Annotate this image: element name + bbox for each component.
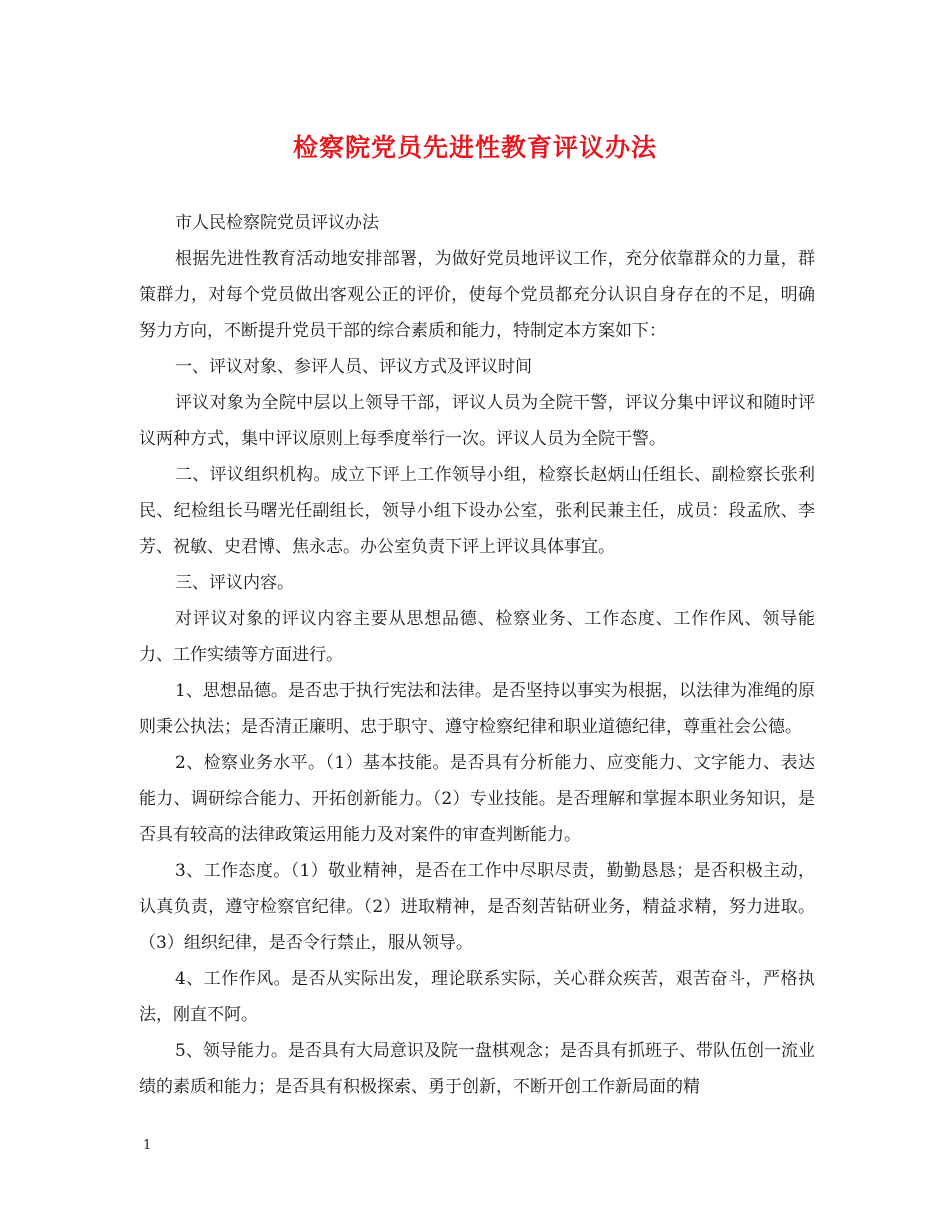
paragraph: 1、思想品德。是否忠于执行宪法和法律。是否坚持以事实为根据，以法律为准绳的原则秉公执法；是否清正廉明、忠于职守、遵守检察纪律和职业道德纪律，尊重社会公德。: [139, 681, 815, 737]
paragraph: 对评议对象的评议内容主要从思想品德、检察业务、工作态度、工作作风、领导能力、工作实绩等方面进行。: [139, 609, 815, 665]
paragraph: 2、检察业务水平。（1）基本技能。是否具有分析能力、应变能力、文字能力、表达能力、调研综合能力、开拓创新能力。（2）专业技能。是否理解和掌握本职业务知识，是否具有较高的法律政策运用能力及对案件的审查判断能力。: [139, 753, 815, 845]
paragraph: 市人民检察院党员评议办法: [175, 213, 379, 233]
paragraph: 4、工作作风。是否从实际出发，理论联系实际，关心群众疾苦，艰苦奋斗，严格执法，刚直不阿。: [139, 969, 815, 1025]
page-number: 1: [143, 1138, 152, 1153]
document-body: [139, 205, 815, 1105]
paragraph: 评议对象为全院中层以上领导干部，评议人员为全院干警，评议分集中评议和随时评议两种方式，集中评议原则上每季度举行一次。评议人员为全院干警。: [139, 393, 815, 449]
paragraph: 二、评议组织机构。成立下评上工作领导小组，检察长赵炳山任组长、副检察长张利民、纪检组长马曙光任副组长，领导小组下设办公室，张利民兼主任，成员：段孟欣、李芳、祝敏、史君博、焦永志。办公室负责下评上评议具体事宜。: [139, 465, 815, 557]
paragraph: 三、评议内容。: [175, 573, 294, 593]
paragraph: 5、领导能力。是否具有大局意识及院一盘棋观念；是否具有抓班子、带队伍创一流业绩的素质和能力；是否具有积极探索、勇于创新，不断开创工作新局面的精: [139, 1041, 815, 1097]
paragraph: 根据先进性教育活动地安排部署，为做好党员地评议工作，充分依靠群众的力量，群策群力，对每个党员做出客观公正的评价，使每个党员都充分认识自身存在的不足，明确努力方向，不断提升党员干部的综合素质和能力，特制定本方案如下：: [139, 249, 815, 341]
paragraph: 3、工作态度。（1）敬业精神，是否在工作中尽职尽责，勤勤恳恳；是否积极主动，认真负责，遵守检察官纪律。（2）进取精神，是否刻苦钻研业务，精益求精，努力进取。（3）组织纪律，是否令行禁止，服从领导。: [139, 861, 815, 953]
document-title: 检察院党员先进性教育评议办法: [292, 133, 657, 162]
paragraph: 一、评议对象、参评人员、评议方式及评议时间: [175, 357, 532, 377]
